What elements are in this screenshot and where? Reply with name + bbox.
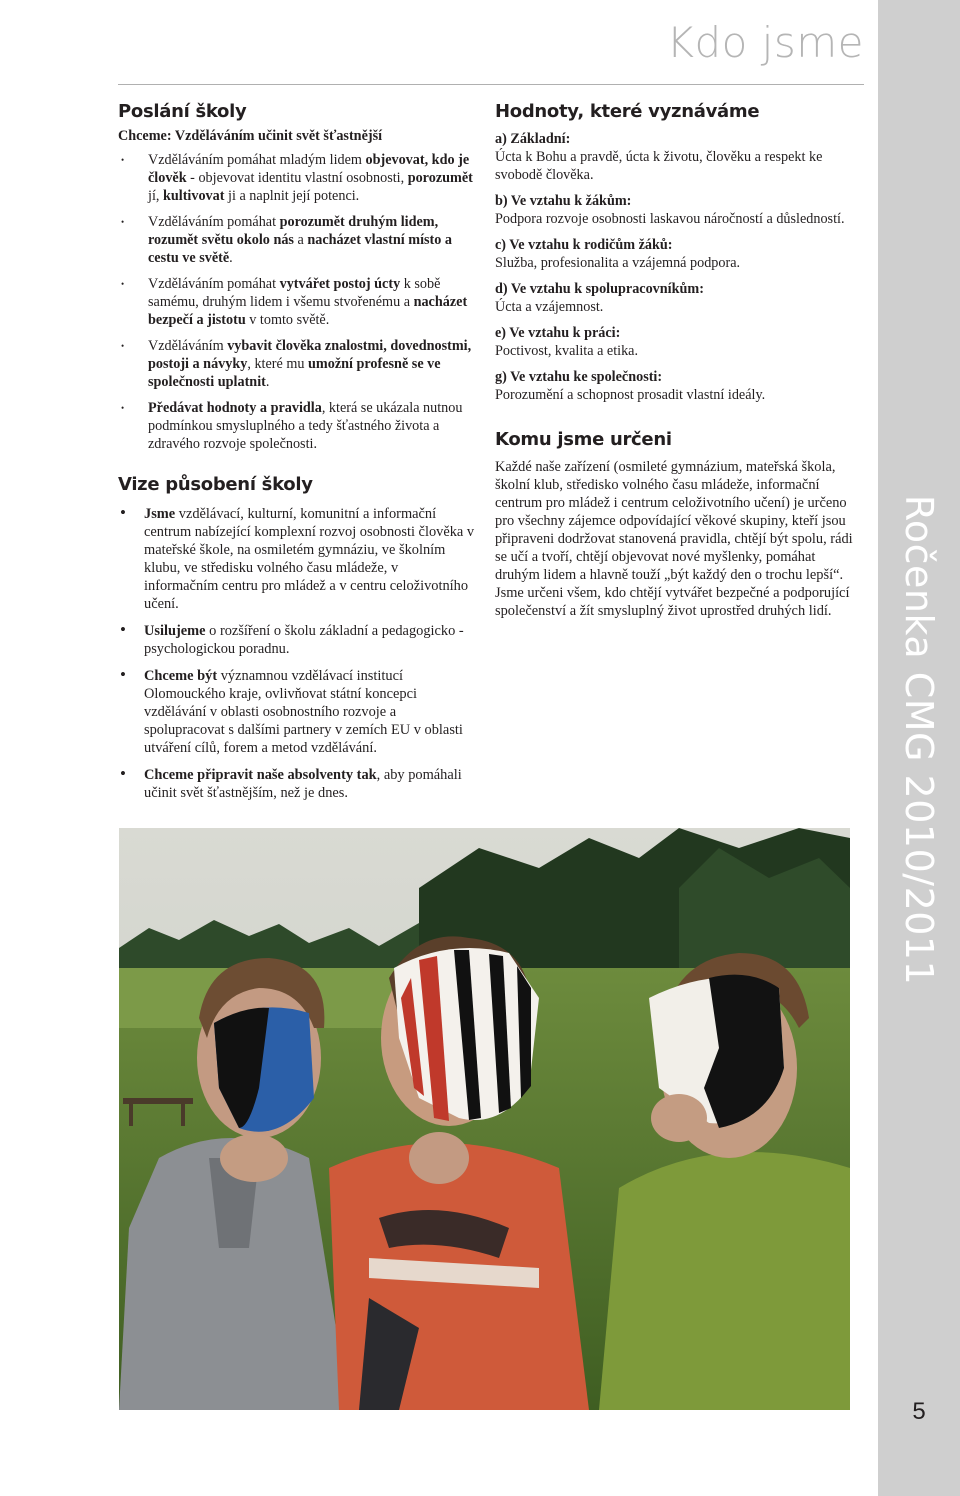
list-item <box>118 505 476 613</box>
text-segment: Vzděláváním pomáhat <box>148 214 280 230</box>
value-label: b) Ve vztahu k žákům: <box>495 193 632 209</box>
page-section-title: Kdo jsme <box>666 18 864 67</box>
value-text: Poctivost, kvalita a etika. <box>495 343 639 359</box>
bold-phrase: vybavit člověka znalostmi, dovednostmi, postoji a návyky <box>148 338 472 372</box>
text-segment: a <box>293 232 308 248</box>
bold-phrase: porozumět druhým lidem, rozumět světu okolo nás <box>148 214 439 248</box>
vision-heading: Vize působení školy <box>118 474 313 495</box>
bold-phrase: nacházet bezpečí a jistotu <box>148 294 468 328</box>
text-segment: . <box>229 250 233 266</box>
bold-phrase: Předávat hodnoty a pravidla <box>148 400 322 416</box>
students-masks-photo <box>119 828 850 1410</box>
vision-list <box>118 505 476 802</box>
text-segment: Vzděláváním <box>148 338 228 354</box>
bold-phrase: vytvářet postoj úcty <box>279 276 401 292</box>
list-item <box>118 766 476 802</box>
list-item <box>118 275 476 329</box>
text-segment: - objevovat identitu vlastní osobnosti, <box>186 170 408 186</box>
mission-list <box>118 151 476 453</box>
mission-heading: Poslání školy <box>118 101 247 122</box>
bold-phrase: porozumět <box>407 170 473 186</box>
text-segment: významnou vzdělávací institucí Olomouckého kraje, ovlivňovat státní koncepci vzdělávání v oblasti osobnostního rozvoje a spolupracovat s dalšími partnery v zemích EU v oblasti utváření cílů, forem a metod vzdělávání. <box>144 668 463 756</box>
text-segment: , která se ukázala nutnou podmínkou smysluplného a tedy šťastného života a zdravého rozvoje společnosti. <box>148 400 463 452</box>
mission-subtitle: Chceme: Vzděláváním učinit svět šťastnější <box>118 128 383 144</box>
value-text: Porozumění a schopnost prosadit vlastní ideály. <box>495 387 766 403</box>
value-text: Služba, profesionalita a vzájemná podpora. <box>495 255 741 271</box>
value-item <box>495 324 857 360</box>
text-segment: jí, <box>148 188 163 204</box>
sidebar-band <box>878 0 960 1496</box>
value-text: Úcta k Bohu a pravdě, úcta k životu, člověku a respekt ke svobodě člověka. <box>495 149 823 183</box>
list-item <box>118 399 476 453</box>
list-item <box>118 337 476 391</box>
bold-phrase: Chceme být <box>144 668 218 684</box>
value-label: g) Ve vztahu ke společnosti: <box>495 369 663 385</box>
list-item <box>118 213 476 267</box>
page-number: 5 <box>912 1398 926 1425</box>
list-item <box>118 622 476 658</box>
value-item <box>495 368 857 404</box>
bold-phrase: umožní profesně se ve společnosti uplatnit <box>148 356 441 390</box>
values-list <box>495 130 857 404</box>
list-item <box>118 151 476 205</box>
text-segment: , aby pomáhali učinit svět šťastnějším, než je dnes. <box>144 767 462 801</box>
bold-phrase: kultivovat <box>162 188 225 204</box>
bold-phrase: Jsme <box>144 506 176 522</box>
text-segment: . <box>265 374 270 390</box>
bold-phrase: Usilujeme <box>144 623 206 639</box>
value-text: Úcta a vzájemnost. <box>495 299 604 315</box>
left-column <box>118 100 476 811</box>
text-segment: vzdělávací, kulturní, komunitní a informační centrum nabízející komplexní rozvoj osobnosti člověka v mateřské škole, na osmiletém gymnáziu, ve školním klubu, ve středisku volného času mládeže, v informačním centru pro mládež a v centru celoživotního učení. <box>144 506 475 612</box>
text-segment: v tomto světě. <box>245 312 330 328</box>
value-item <box>495 280 857 316</box>
bold-phrase: Chceme připravit naše absolventy tak <box>144 767 377 783</box>
text-segment: Vzděláváním pomáhat mladým lidem <box>148 152 366 168</box>
list-item <box>118 667 476 757</box>
audience-text: Každé naše zařízení (osmileté gymnázium, mateřská škola, školní klub, středisko volného času mládeže, informační centrum pro mládež i centrum celoživotního učení) je určeno pro všechny zájemce odpovídající věkové skupiny, kteří jsou připraveni dodržovat stanovená pravidla, chtějí být spolu, rádi se učí a tvoří, chtějí objevovat nové myšlenky, pomáhat druhým lidem a hlavně touží „být každý den o trochu lepší“. Jsme určeni všem, kdo chtějí vytvářet bezpečné a podporující společenství a žít smysluplný život uprostřed druhých lidí. <box>495 459 853 619</box>
text-segment: Vzděláváním pomáhat <box>148 276 280 292</box>
value-label: d) Ve vztahu k spolupracovníkům: <box>495 281 704 297</box>
text-segment: k sobě samému, druhým lidem i všemu stvořenému a <box>148 276 441 310</box>
text-segment: ji a naplnit její potenci. <box>224 188 360 204</box>
audience-heading: Komu jsme určeni <box>495 429 672 450</box>
right-column <box>495 100 857 620</box>
text-segment: o rozšíření o školu základní a pedagogicko - psychologickou poradnu. <box>144 623 464 657</box>
value-label: e) Ve vztahu k práci: <box>495 325 621 341</box>
value-label: c) Ve vztahu k rodičům žáků: <box>495 237 673 253</box>
value-item <box>495 192 857 228</box>
photo-illustration <box>119 828 850 1410</box>
values-heading: Hodnoty, které vyznáváme <box>495 101 760 122</box>
value-label: a) Základní: <box>495 131 571 147</box>
value-text: Podpora rozvoje osobnosti laskavou náročností a důsledností. <box>495 211 845 227</box>
value-item <box>495 130 857 184</box>
header-divider <box>118 84 864 85</box>
bold-phrase: nacházet vlastní místo a cestu ve světě <box>148 232 452 266</box>
bold-phrase: objevovat, kdo je člověk <box>148 152 470 186</box>
yearbook-title: Ročenka CMG 2010/2011 <box>897 494 941 986</box>
value-item <box>495 236 857 272</box>
text-segment: , které mu <box>247 356 309 372</box>
